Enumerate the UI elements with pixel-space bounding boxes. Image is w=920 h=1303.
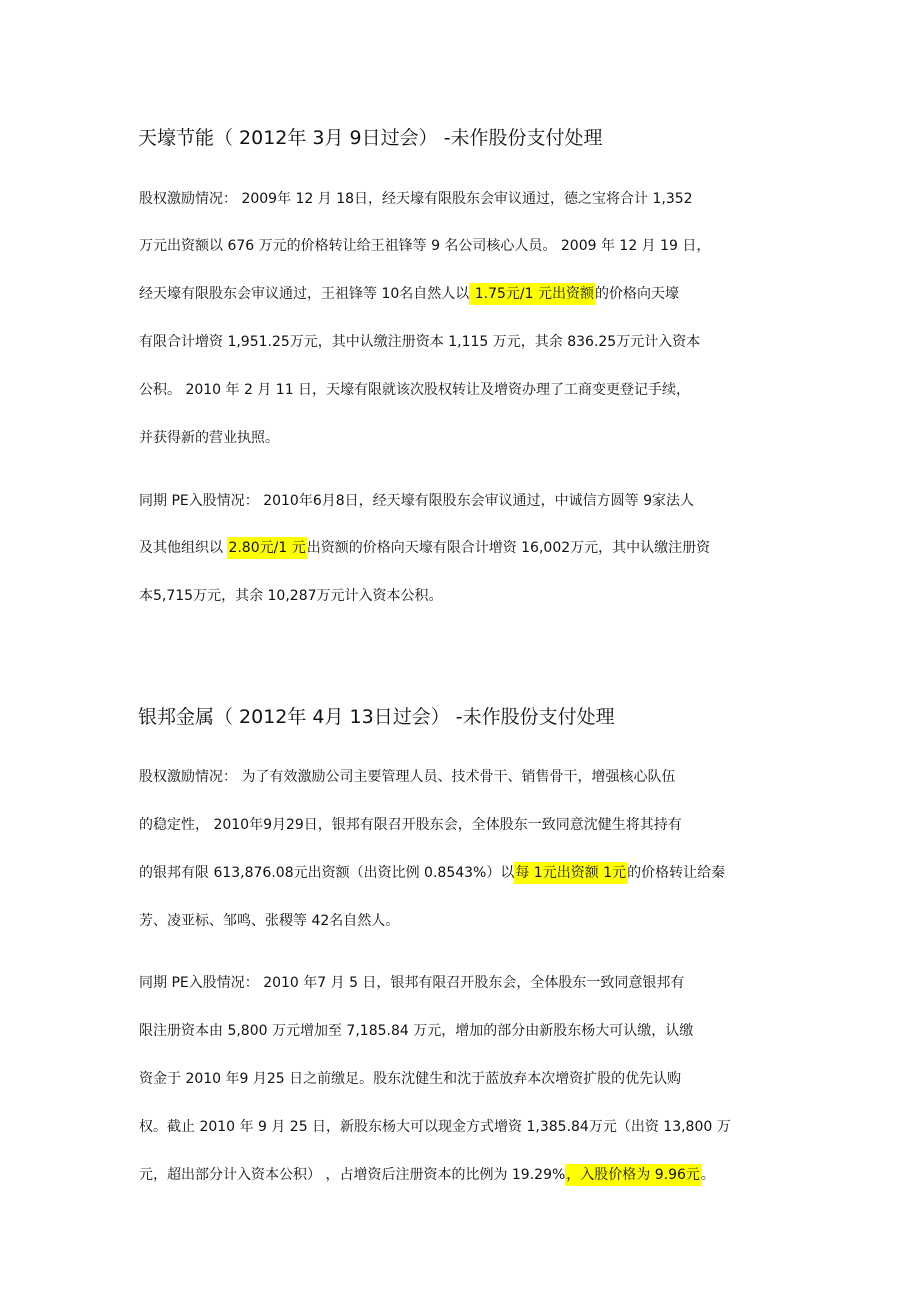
text-segment: 的价格转让给秦 <box>627 865 726 881</box>
text-line: 有限合计增资 1,951.25万元，其中认缴注册资本 1,115 万元，其余 836.25万元计入资本 <box>139 334 701 350</box>
text-segment: 的银邦有限 613,876.08元出资额（出资比例 0.8543%）以 <box>139 865 515 881</box>
text-line: 同期 PE入股情况： 2010 年7 月 5 日，银邦有限召开股东会，全体股东一致同意银邦有 <box>139 975 685 991</box>
text-line <box>139 863 725 883</box>
text-line: 股权激励情况： 为了有效激励公司主要管理人员、技术骨干、销售骨干，增强核心队伍 <box>139 769 676 785</box>
text-line: 同期 PE入股情况： 2010年6月8日，经天壕有限股东会审议通过，中诚信方圆等 9家法人 <box>139 493 694 509</box>
text-segment: 出资额的价格向天壕有限合计增资 16,002万元，其中认缴注册资 <box>306 540 711 556</box>
text-line: 芳、凌亚标、邹鸣、张稷等 42名自然人。 <box>139 913 400 929</box>
highlighted-price: 1.75元/1 元出资额 <box>469 283 595 305</box>
text-line <box>139 538 710 558</box>
section-title-yinbang: 银邦金属（ 2012年 4月 13日过会） -未作股份支付处理 <box>138 706 615 728</box>
text-line: 的稳定性， 2010年9月29日，银邦有限召开股东会，全体股东一致同意沈健生将其持有 <box>139 817 682 833</box>
text-line: 万元出资额以 676 万元的价格转让给王祖锋等 9 名公司核心人员。 2009 年 12 月 19 日， <box>139 238 711 254</box>
text-line: 资金于 2010 年9 月25 日之前缴足。股东沈健生和沈于蓝放弃本次增资扩股的优先认购 <box>139 1071 682 1087</box>
highlighted-price: ，入股价格为 9.96元 <box>565 1164 701 1186</box>
text-line <box>139 284 679 304</box>
highlighted-price: 每 1元出资额 1元 <box>514 862 627 884</box>
text-line: 限注册资本由 5,800 万元增加至 7,185.84 万元，增加的部分由新股东杨大可认缴，认缴 <box>139 1023 694 1039</box>
text-line <box>139 1165 715 1185</box>
text-line: 公积。 2010 年 2 月 11 日，天壕有限就该次股权转让及增资办理了工商变更登记手续， <box>139 382 691 398</box>
text-segment: 的价格向天壕 <box>594 286 679 302</box>
text-segment: 。 <box>700 1167 715 1183</box>
section-title-tianhao: 天壕节能（ 2012年 3月 9日过会） -未作股份支付处理 <box>138 127 603 149</box>
text-segment: 元，超出部分计入资本公积） ，占增资后注册资本的比例为 19.29% <box>139 1167 566 1183</box>
highlighted-price: 2.80元/1 元 <box>227 537 306 559</box>
text-line: 并获得新的营业执照。 <box>139 430 279 446</box>
text-line: 本5,715万元，其余 10,287万元计入资本公积。 <box>139 588 443 604</box>
text-segment: 及其他组织以 <box>139 540 228 556</box>
text-segment: 经天壕有限股东会审议通过，王祖锋等 10名自然人以 <box>139 286 470 302</box>
text-line: 权。截止 2010 年 9 月 25 日，新股东杨大可以现金方式增资 1,385.84万元（出资 13,800 万 <box>139 1119 731 1135</box>
text-line: 股权激励情况： 2009年 12 月 18日，经天壕有限股东会审议通过，德之宝将合计 1,352 <box>139 191 693 207</box>
